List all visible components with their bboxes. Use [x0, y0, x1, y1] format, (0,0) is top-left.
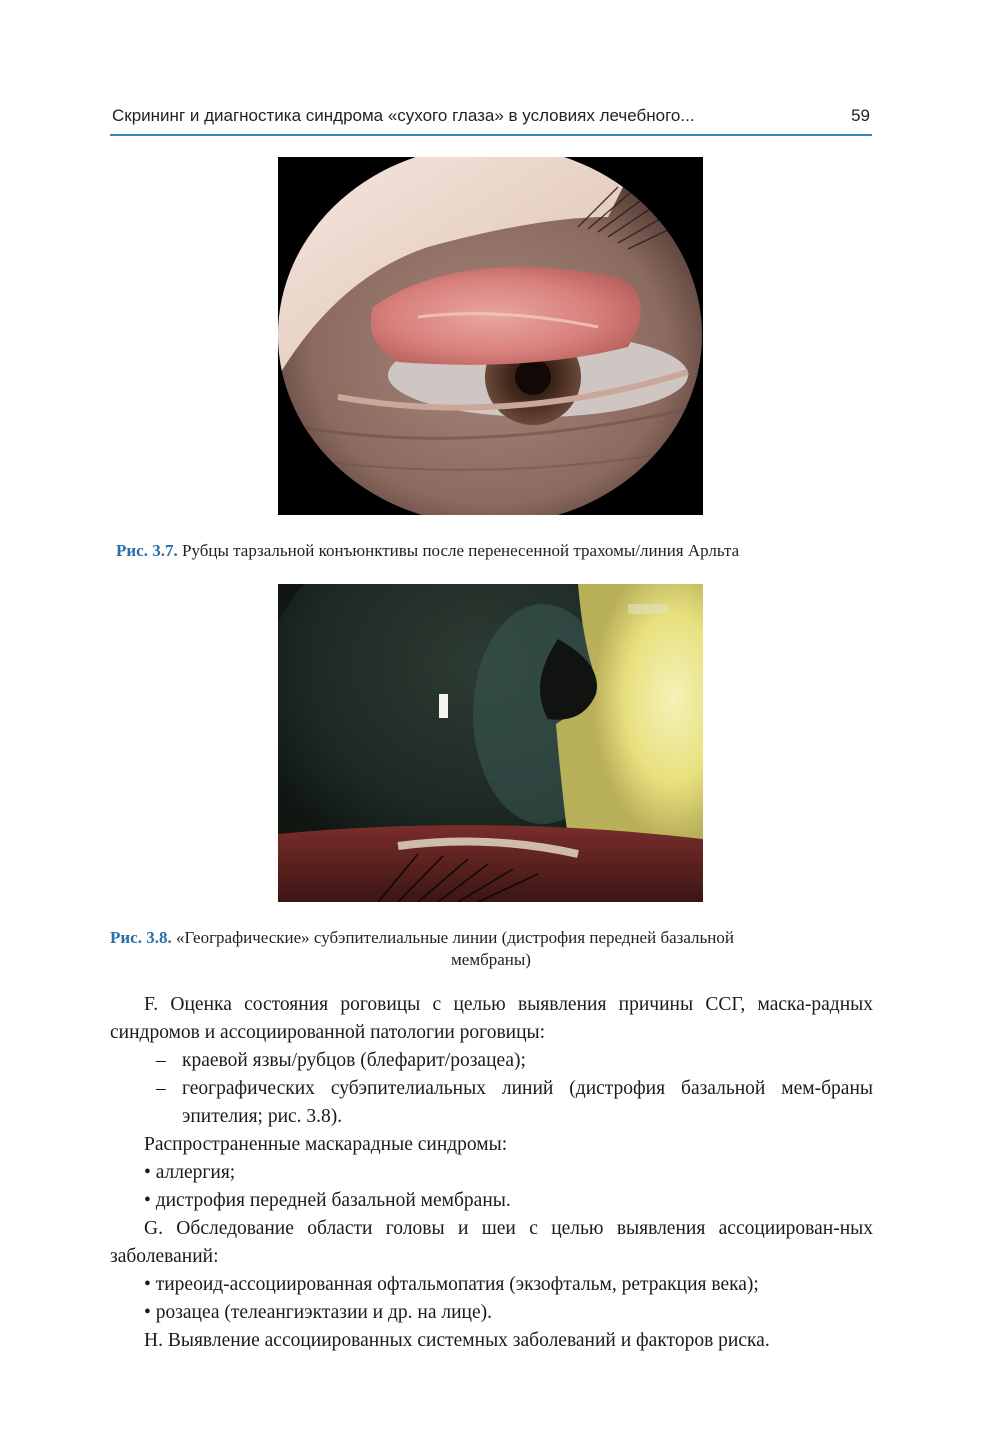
dash-marker: –	[156, 1050, 166, 1071]
figure-3-8-caption-line1: «Географические» субэпителиальные линии (дистрофия передней базальной	[175, 928, 734, 947]
figure-3-7-caption-text: Рубцы тарзальной конъюнктивы после перенесенной трахомы/линия Арльта	[181, 541, 740, 560]
bullet-item-1: • аллергия;	[144, 1162, 236, 1183]
masquerade-heading: Распространенные маскарадные синдромы:	[144, 1134, 508, 1155]
figure-3-8-photo	[278, 584, 703, 902]
bullet-item-2: • дистрофия передней базальной мембраны.	[144, 1190, 511, 1211]
cornea-slit-lamp-image	[278, 584, 703, 902]
dash-item-1	[110, 1047, 873, 1075]
figure-3-8-caption-line2: мембраны)	[451, 950, 531, 969]
bullet-item-3: • тиреоид-ассоциированная офтальмопатия (экзофтальм, ретракция века);	[144, 1274, 759, 1295]
figure-3-8-label: Рис. 3.8.	[110, 928, 172, 947]
figure-3-8-caption	[110, 927, 872, 971]
figure-3-7-caption	[116, 540, 876, 562]
dash-item-2	[110, 1075, 873, 1131]
body-text	[110, 991, 873, 1355]
paragraph-h: H. Выявление ассоциированных системных заболеваний и факторов риска.	[144, 1330, 770, 1351]
running-header-title: Скрининг и диагностика синдрома «сухого глаза» в условиях лечебного...	[112, 106, 695, 125]
dash-item-1-text: краевой язвы/рубцов (блефарит/розацеа);	[182, 1050, 526, 1071]
bullet-item-4: • розацеа (телеангиэктазии и др. на лице).	[144, 1302, 493, 1323]
dash-marker: –	[156, 1078, 166, 1099]
dash-item-2-text: географических субэпителиальных линий (дистрофия базальной мем-браны эпителия; рис. 3.8).	[182, 1078, 873, 1127]
paragraph-f: F. Оценка состояния роговицы с целью выявления причины ССГ, маска-радных синдромов и ассоциированной патологии роговицы:	[110, 994, 873, 1043]
figure-3-7-photo	[278, 157, 703, 515]
paragraph-g: G. Обследование области головы и шеи с целью выявления ассоциирован-ных заболеваний:	[110, 1218, 873, 1267]
running-header	[110, 100, 872, 136]
everted-eyelid-image	[278, 157, 703, 515]
figure-3-7-label: Рис. 3.7.	[116, 541, 178, 560]
page-number: 59	[851, 106, 870, 125]
